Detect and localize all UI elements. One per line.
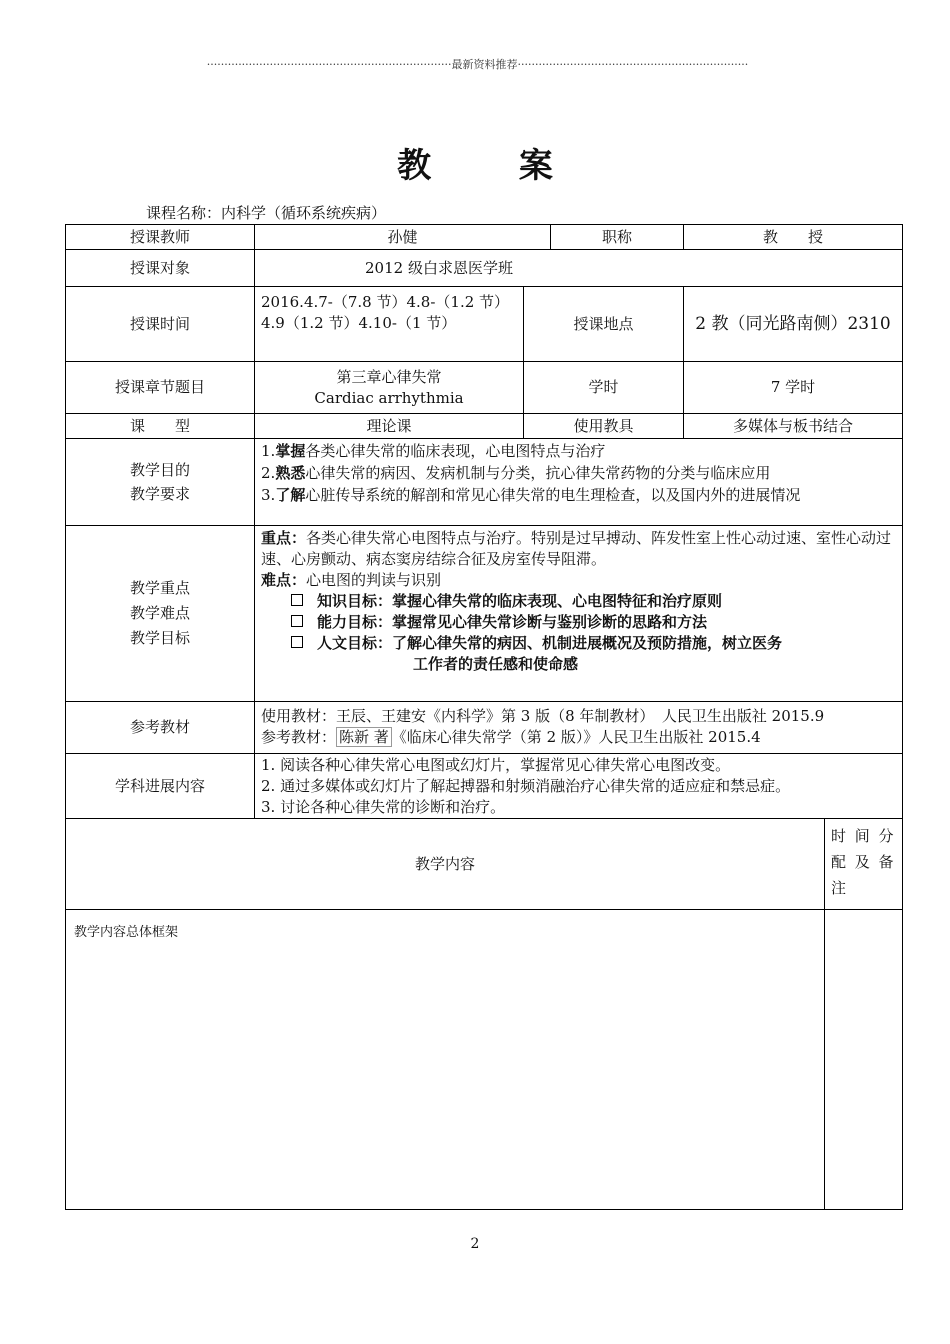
framework-label: 教学内容总体框架 — [65, 909, 825, 1210]
tools-label: 使用教具 — [523, 413, 684, 439]
teacher-label: 授课教师 — [65, 224, 255, 250]
progress-item: 3. 讨论各种心律失常的诊断和治疗。 — [261, 798, 506, 816]
page-header: ······································································最新资料推荐·································································· — [206, 58, 749, 71]
ref-main: 使用教材：王辰、王建安《内科学》第 3 版（8 年制教材） 人民卫生出版社 2015.9 — [261, 707, 825, 725]
goal-ability: 能力目标：掌握常见心律失常诊断与鉴别诊断的思路和方法 — [261, 612, 896, 633]
key-points: 重点：各类心律失常心电图特点与治疗。特别是过早搏动、阵发性室上性心动过速、室性心动过速、心房颤动、病态窦房结综合征及房室传导阻滞。 — [261, 529, 892, 568]
goal-humanity-cont: 工作者的责任感和使命感 — [413, 655, 579, 673]
key-content — [254, 525, 903, 702]
chapter-value — [254, 361, 524, 414]
type-label: 课 型 — [65, 413, 255, 439]
difficulty: 难点：心电图的判读与识别 — [261, 571, 442, 589]
checkbox-icon — [291, 636, 303, 648]
document-title: 教 案 — [397, 146, 591, 186]
target-value: 2012 级白求恩医学班 — [254, 249, 903, 287]
content-label: 教学内容 — [65, 818, 825, 910]
place-label: 授课地点 — [523, 286, 684, 362]
time-alloc-cell — [824, 909, 903, 1210]
checkbox-icon — [291, 615, 303, 627]
aim-item: 1.掌握各类心律失常的临床表现，心电图特点与治疗 — [261, 442, 606, 460]
aims-label: 教学目的 教学要求 — [65, 438, 255, 526]
hours-value: 7 学时 — [683, 361, 903, 414]
page-number: 2 — [470, 1236, 480, 1252]
progress-item: 1. 阅读各种心律失常心电图或幻灯片，掌握常见心律失常心电图改变。 — [261, 756, 731, 774]
goal-humanity: 人文目标：了解心律失常的病因、机制进展概况及预防措施，树立医务 — [261, 633, 896, 654]
chapter-value-cn: 第三章心律失常 — [336, 367, 442, 386]
type-value: 理论课 — [254, 413, 524, 439]
time-alloc-label: 时 间 分配 及 备注 — [824, 818, 903, 910]
aim-item: 3.了解心脏传导系统的解剖和常见心律失常的电生理检查，以及国内外的进展情况 — [261, 486, 801, 504]
title-value: 教 授 — [683, 224, 903, 250]
progress-content — [254, 753, 903, 819]
ref-label: 参考教材 — [65, 701, 255, 754]
aim-item: 2.熟悉心律失常的病因、发病机制与分类，抗心律失常药物的分类与临床应用 — [261, 464, 771, 482]
ref-content — [254, 701, 903, 754]
place-value: 2 教（同光路南侧）2310 — [683, 286, 903, 362]
chapter-label: 授课章节题目 — [65, 361, 255, 414]
chapter-value-en: Cardiac arrhythmia — [314, 388, 464, 407]
progress-label: 学科进展内容 — [65, 753, 255, 819]
checkbox-icon — [291, 594, 303, 606]
target-label: 授课对象 — [65, 249, 255, 287]
goal-knowledge: 知识目标：掌握心律失常的临床表现、心电图特征和治疗原则 — [261, 591, 896, 612]
time-value: 2016.4.7-（7.8 节）4.8-（1.2 节）4.9（1.2 节）4.10-（1 节） — [254, 286, 524, 362]
time-label: 授课时间 — [65, 286, 255, 362]
hours-label: 学时 — [523, 361, 684, 414]
title-label: 职称 — [550, 224, 684, 250]
course-name: 课程名称：内科学（循环系统疾病） — [146, 204, 387, 222]
tools-value: 多媒体与板书结合 — [683, 413, 903, 439]
aims-content — [254, 438, 903, 526]
progress-item: 2. 通过多媒体或幻灯片了解起搏器和射频消融治疗心律失常的适应症和禁忌症。 — [261, 777, 791, 795]
key-label: 教学重点 教学难点 教学目标 — [65, 525, 255, 702]
ref-secondary: 参考教材： 陈新 著 《临床心律失常学（第 2 版）》人民卫生出版社 2015.4 — [261, 728, 761, 746]
teacher-value: 孙健 — [254, 224, 551, 250]
